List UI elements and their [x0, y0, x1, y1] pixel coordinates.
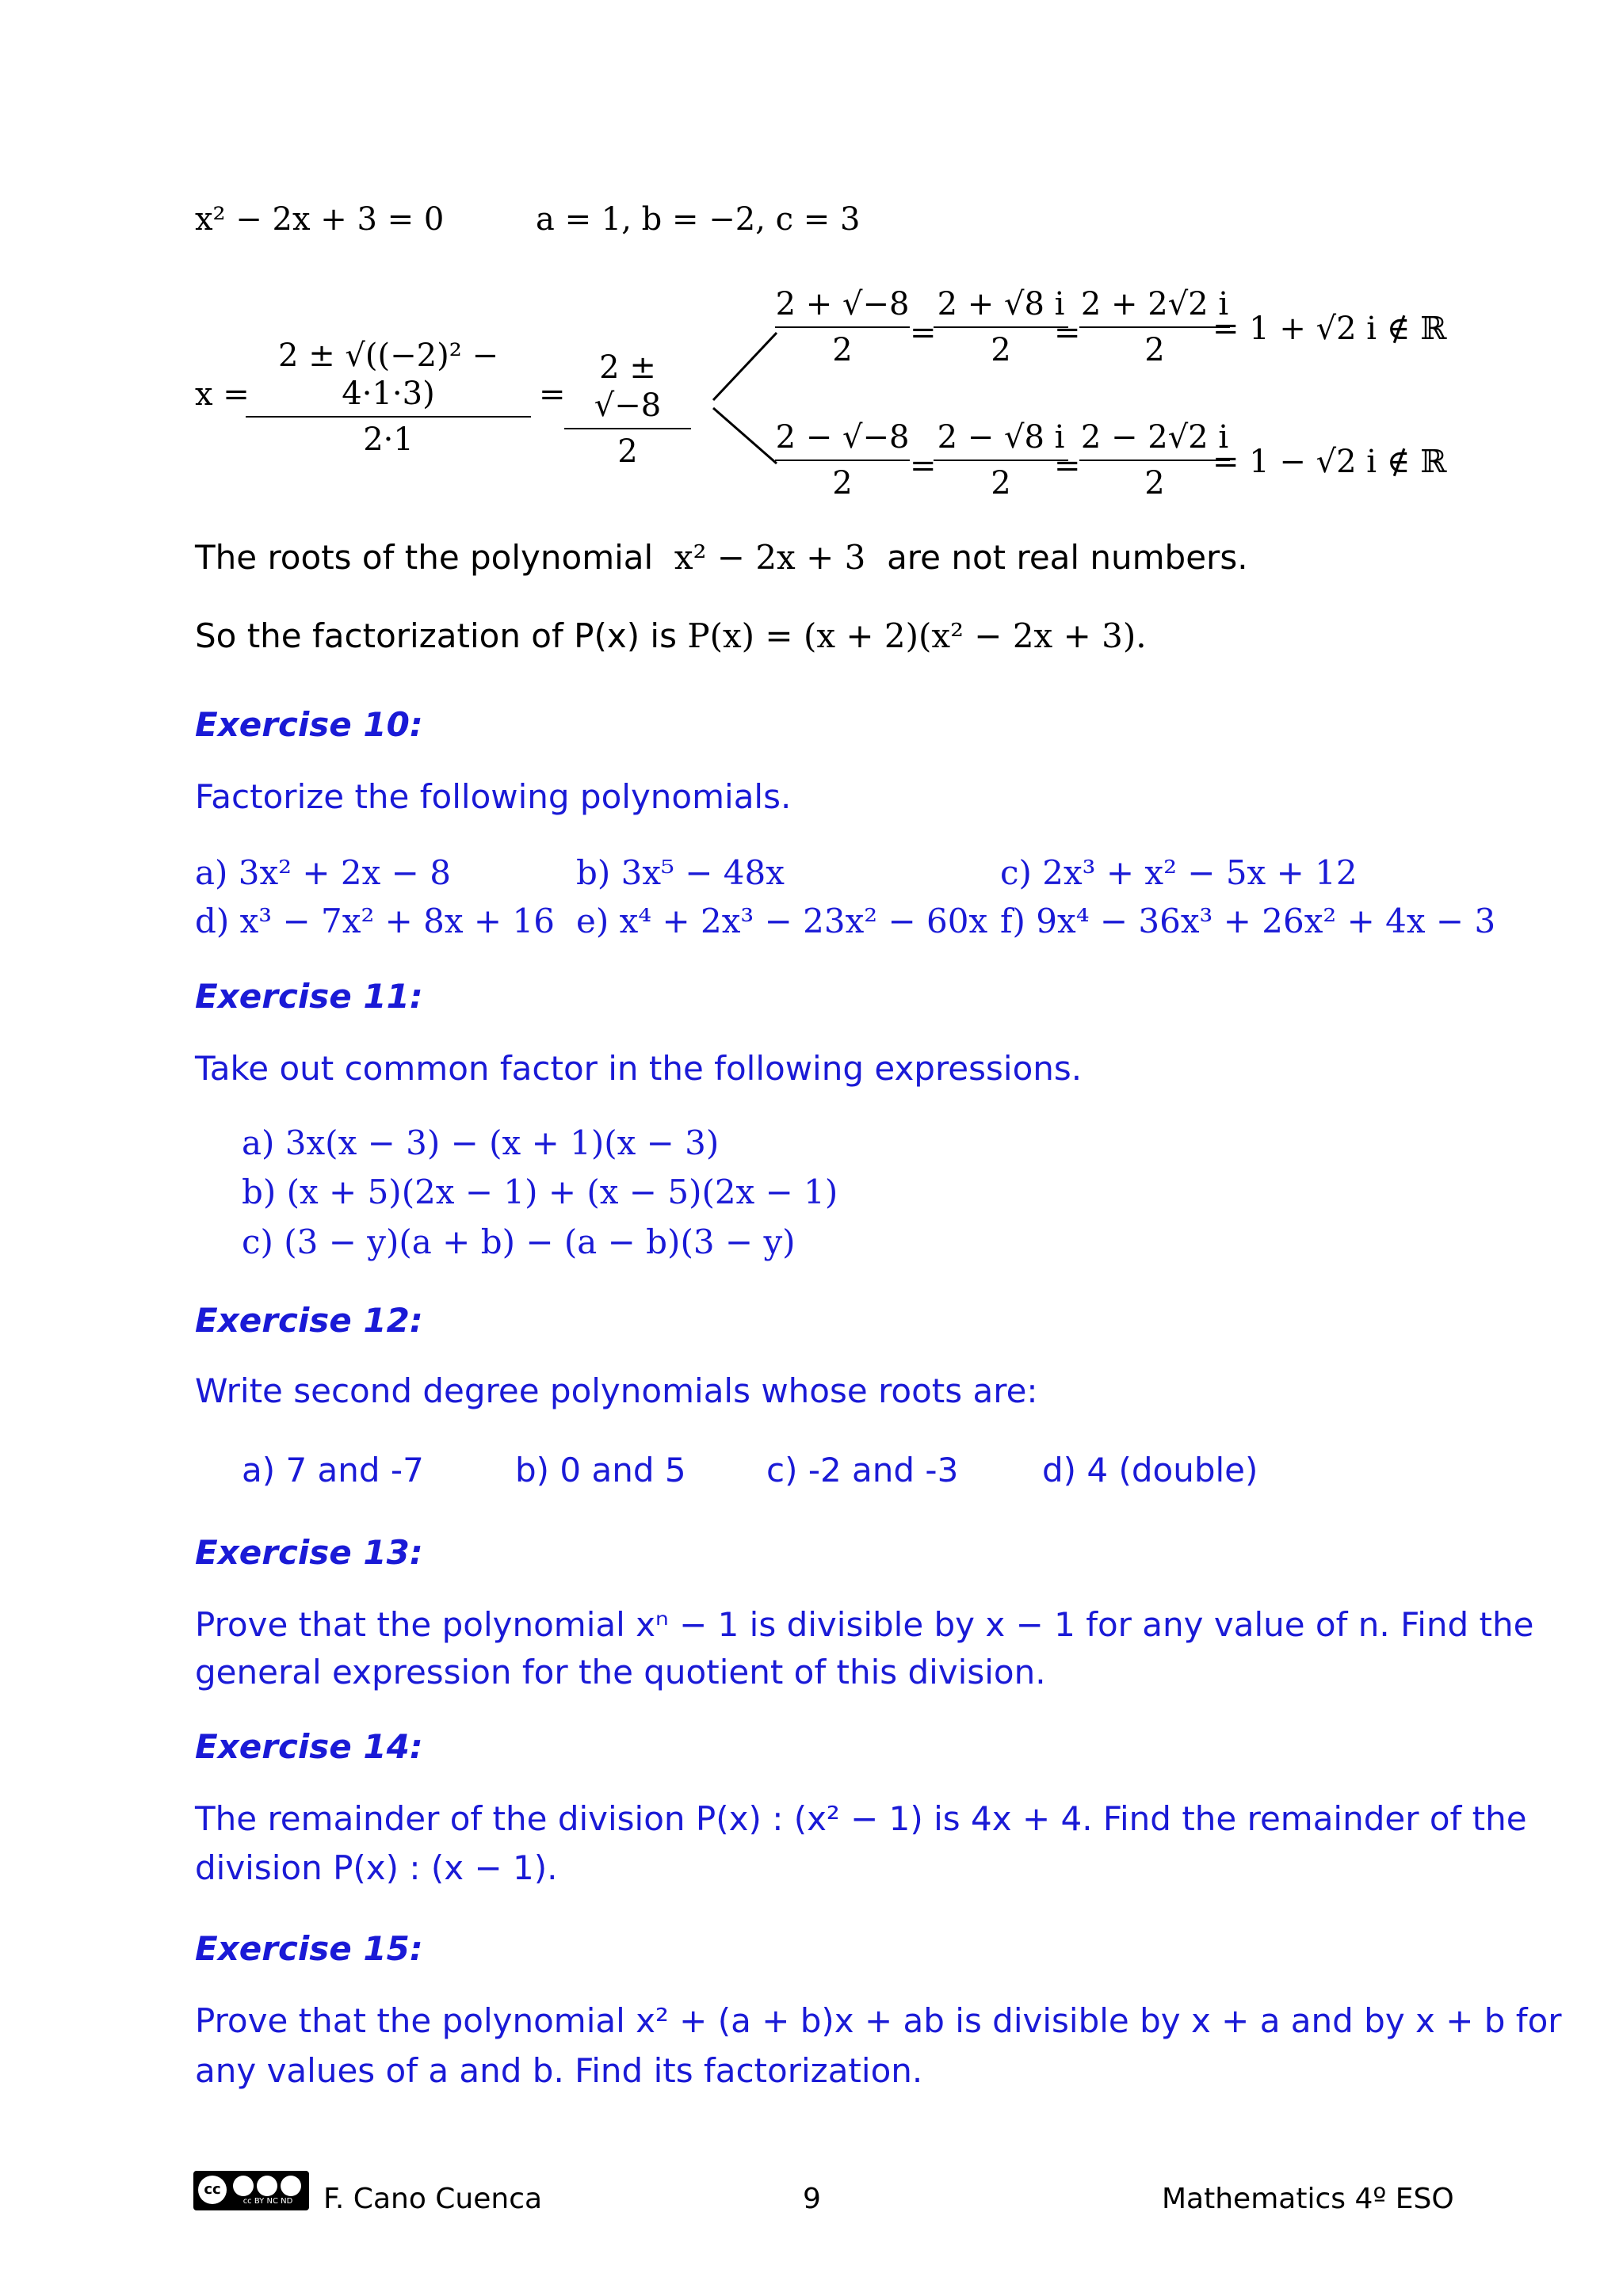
root1-fraction-b: 2 + √8 i 2 [934, 285, 1068, 369]
equals-sign: = [539, 376, 566, 413]
cc-logo-icon: cc [198, 2176, 227, 2204]
root2-fraction-b: 2 − √8 i 2 [934, 418, 1068, 502]
quadratic-formula: 2 ± √((−2)² − 4·1·3) 2·1 [246, 337, 531, 459]
by-icon [233, 2176, 254, 2196]
exercise-10-title: Exercise 10: [195, 705, 423, 744]
exercise-13-line2: general expression for the quotient of this division. [195, 1653, 1046, 1691]
root1-fraction-c: 2 + 2√2 i 2 [1080, 286, 1229, 368]
exercise-15-line2: any values of a and b. Find its factorization. [195, 2051, 923, 2090]
footer-page-number: 9 [803, 2183, 821, 2215]
exercise-12-a: a) 7 and -7 [242, 1451, 424, 1489]
nc-icon [257, 2176, 277, 2196]
exercise-14-line2: division P(x) : (x − 1). [195, 1848, 558, 1887]
exercise-12-c: c) -2 and -3 [766, 1451, 959, 1489]
exercise-10-prompt: Factorize the following polynomials. [195, 777, 792, 816]
exercise-15-title: Exercise 15: [195, 1929, 423, 1968]
root2-fraction-a: 2 − √−8 2 [775, 419, 910, 502]
equals-sign: = [910, 315, 937, 351]
root2-fraction-c: 2 − 2√2 i 2 [1080, 419, 1229, 502]
exercise-13-title: Exercise 13: [195, 1533, 423, 1572]
exercise-13-line1: Prove that the polynomial xⁿ − 1 is divisible by x − 1 for any value of n. Find the [195, 1605, 1534, 1644]
exercise-11-c: c) (3 − y)(a + b) − (a − b)(3 − y) [242, 1222, 796, 1261]
nd-icon [281, 2176, 301, 2196]
roots-statement: The roots of the polynomial x² − 2x + 3 are not real numbers. [195, 538, 1248, 577]
factorization-statement: So the factorization of P(x) is P(x) = (x + 2)(x² − 2x + 3). [195, 616, 1147, 655]
exercise-15-line1: Prove that the polynomial x² + (a + b)x + ab is divisible by x + a and by x + b for [195, 2001, 1562, 2040]
x-equals: x = [195, 376, 250, 413]
exercise-14-line1: The remainder of the division P(x) : (x² − 1) is 4x + 4. Find the remainder of the [195, 1799, 1527, 1838]
root1-result: = 1 + √2 i ∉ ℝ [1212, 311, 1447, 347]
coefficients: a = 1, b = −2, c = 3 [536, 201, 861, 238]
cc-license-badge [193, 2171, 309, 2210]
exercise-10-b: b) 3x⁵ − 48x [576, 853, 785, 892]
exercise-12-prompt: Write second degree polynomials whose roots are: [195, 1371, 1038, 1410]
quadratic-equation: x² − 2x + 3 = 0 [195, 201, 445, 238]
root2-result: = 1 − √2 i ∉ ℝ [1212, 444, 1447, 480]
branch-lines [705, 325, 785, 475]
exercise-11-title: Exercise 11: [195, 977, 423, 1016]
footer-course: Mathematics 4º ESO [1162, 2183, 1454, 2215]
exercise-11-a: a) 3x(x − 3) − (x + 1)(x − 3) [242, 1123, 720, 1162]
exercise-12-d: d) 4 (double) [1042, 1451, 1258, 1489]
root1-fraction-a: 2 + √−8 2 [775, 286, 910, 368]
exercise-14-title: Exercise 14: [195, 1727, 423, 1766]
exercise-10-d: d) x³ − 7x² + 8x + 16 [195, 902, 555, 940]
footer-author: F. Cano Cuenca [323, 2183, 543, 2215]
exercise-12-b: b) 0 and 5 [515, 1451, 686, 1489]
exercise-11-b: b) (x + 5)(2x − 1) + (x − 5)(2x − 1) [242, 1173, 838, 1211]
exercise-10-c: c) 2x³ + x² − 5x + 12 [1000, 853, 1358, 892]
equals-sign: = [1054, 315, 1081, 351]
middle-fraction: 2 ± √−8 2 [564, 349, 691, 471]
equals-sign: = [1054, 448, 1081, 484]
equals-sign: = [910, 448, 937, 484]
exercise-12-title: Exercise 12: [195, 1301, 423, 1340]
exercise-10-f: f) 9x⁴ − 36x³ + 26x² + 4x − 3 [1000, 902, 1496, 940]
license-text: cc BY NC ND [242, 2197, 293, 2206]
exercise-11-prompt: Take out common factor in the following expressions. [195, 1049, 1083, 1088]
exercise-10-e: e) x⁴ + 2x³ − 23x² − 60x [576, 902, 988, 940]
exercise-10-a: a) 3x² + 2x − 8 [195, 853, 451, 892]
